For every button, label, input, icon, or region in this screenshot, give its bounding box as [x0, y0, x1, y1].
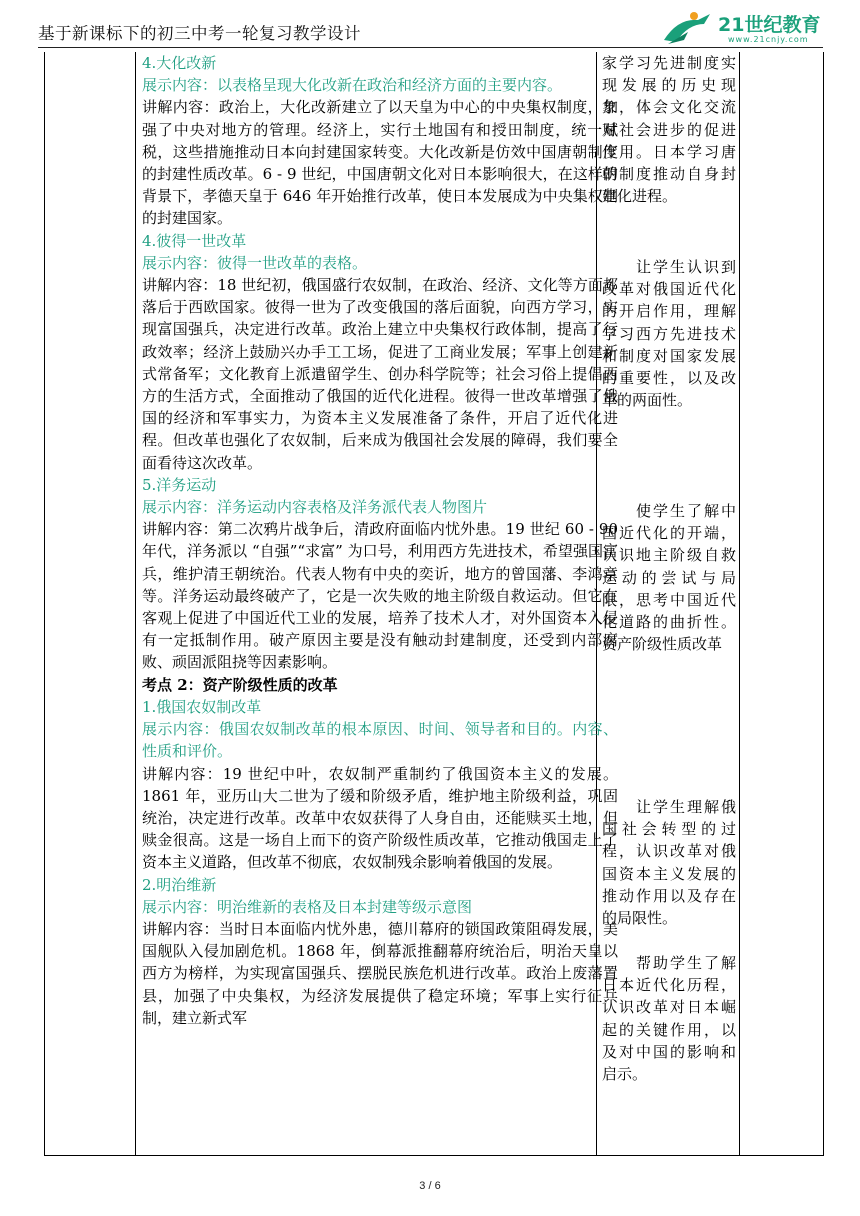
- design-intent-note: 让学生理解俄国社会转型的过程，认识改革对俄国资本主义发展的推动作用以及存在的局限性。: [602, 798, 736, 928]
- content-heading: 1.俄国农奴制改革: [142, 697, 262, 716]
- design-intent-note: 使学生了解中国近代化的开端，认识地主阶级自救运动的尝试与局限，思考中国近代化道路的曲折性。资产阶级性质改革: [602, 502, 736, 654]
- content-paragraph: 讲解内容：18 世纪初，俄国盛行农奴制，在政治、经济、文化等方面都落后于西欧国家。彼得一世为了改变俄国的落后面貌，向西方学习，实现富国强兵，决定进行改革。政治上建立中央集权行政体制，提高了行政效率；经济上鼓励兴办手工工场，促进了工商业发展；军事上创建新式常备军；文化教育上派遣留学生、创办科学院等；社会习俗上提倡西方的生活方式，全面推动了俄国的近代化进程。彼得一世改革增强了俄国的经济和军事实力，为资本主义发展准备了条件，开启了近代化进程。但改革也强化了农奴制，后来成为俄国社会发展的障碍，我们要全面看待这次改革。: [142, 276, 618, 472]
- content-paragraph: 讲解内容：当时日本面临内忧外患，德川幕府的锁国政策阻碍发展，美国舰队入侵加剧危机。1868 年，倒幕派推翻幕府统治后，明治天皇以西方为榜样，为实现富国强兵、摆脱民族危机进行改革。政治上废藩置县，加强了中央集权，为经济发展提供了稳定环境；军事上实行征兵制，建立新式军: [142, 919, 618, 1027]
- column-divider: [739, 52, 740, 1155]
- content-paragraph: 讲解内容：第二次鸦片战争后，清政府面临内忧外患。19 世纪 60 - 90 年代，洋务派以 “自强”“求富” 为口号，利用西方先进技术，希望强国富兵，维护清王朝统治。代表人物有中央的奕䜣，地方的曾国藩、李鸿章等。洋务运动最终破产了，它是一次失败的地主阶级自救运动。但它在客观上促进了中国近代工业的发展，培养了技术人才，对外国资本入侵有一定抵制作用。破产原因主要是没有触动封建制度，还受到内部腐败、顽固派阻挠等因素影响。: [142, 520, 618, 672]
- teaching-content-column: [142, 52, 618, 1029]
- page-header: [38, 14, 823, 50]
- section-heading: 考点 2：资产阶级性质的改革: [142, 675, 338, 694]
- content-heading: 2.明治维新: [142, 875, 217, 894]
- content-heading: 展示内容：明治维新的表格及日本封建等级示意图: [142, 897, 473, 916]
- content-heading: 5.洋务运动: [142, 475, 217, 494]
- content-heading: 展示内容：洋务运动内容表格及洋务派代表人物图片: [142, 498, 488, 517]
- logo-url: www.21cnjy.com: [728, 35, 809, 44]
- brand-logo: [658, 10, 833, 50]
- design-intent-note: 帮助学生了解日本近代化历程，认识改革对日本崛起的关键作用，以及对中国的影响和启示。: [602, 954, 736, 1084]
- header-rule: [38, 47, 823, 48]
- document-title: 基于新课标下的初三中考一轮复习教学设计: [38, 24, 361, 43]
- lesson-table: [44, 52, 824, 1156]
- content-paragraph: 讲解内容：19 世纪中叶，农奴制严重制约了俄国资本主义的发展。1861 年，亚历山大二世为了缓和阶级矛盾，维护地主阶级利益，巩固统治，决定进行改革。改革中农奴获得了人身自由，还能赎买土地，但赎金很高。这是一场自上而下的资产阶级性质改革，它推动俄国走上了资本主义道路，但改革不彻底，农奴制残余影响着俄国的发展。: [142, 764, 618, 872]
- runner-icon: [658, 10, 716, 48]
- content-heading: 展示内容：俄国农奴制改革的根本原因、时间、领导者和目的。内容、性质和评价。: [142, 720, 618, 761]
- logo-text: 21世纪教育: [718, 14, 821, 36]
- design-intent-note: 让学生认识到改革对俄国近代化的开启作用，理解学习西方先进技术和制度对国家发展的重要性，以及改革的两面性。: [602, 258, 736, 410]
- content-heading: 4.彼得一世改革: [142, 231, 247, 250]
- design-intent-note: 家学习先进制度实现发展的历史现象，体会文化交流对社会进步的促进作用。日本学习唐朝制度推动自身封建化进程。: [602, 54, 736, 206]
- column-divider: [135, 52, 136, 1155]
- content-heading: 展示内容：以表格呈现大化改新在政治和经济方面的主要内容。: [142, 76, 563, 95]
- content-heading: 展示内容：彼得一世改革的表格。: [142, 253, 368, 272]
- content-paragraph: 讲解内容：政治上，大化改新建立了以天皇为中心的中央集权制度，加强了中央对地方的管理。经济上，实行土地国有和授田制度，统一赋税，这些措施推动日本向封建国家转变。大化改新是仿效中国唐朝制度的封建性质改革。6 - 9 世纪，中国唐朝文化对日本影响很大，在这样的背景下，孝德天皇于 646 年开始推行改革，使日本发展成为中央集权制的封建国家。: [142, 98, 618, 228]
- content-heading: 4.大化改新: [142, 54, 217, 72]
- page-number: 3 / 6: [419, 1180, 441, 1192]
